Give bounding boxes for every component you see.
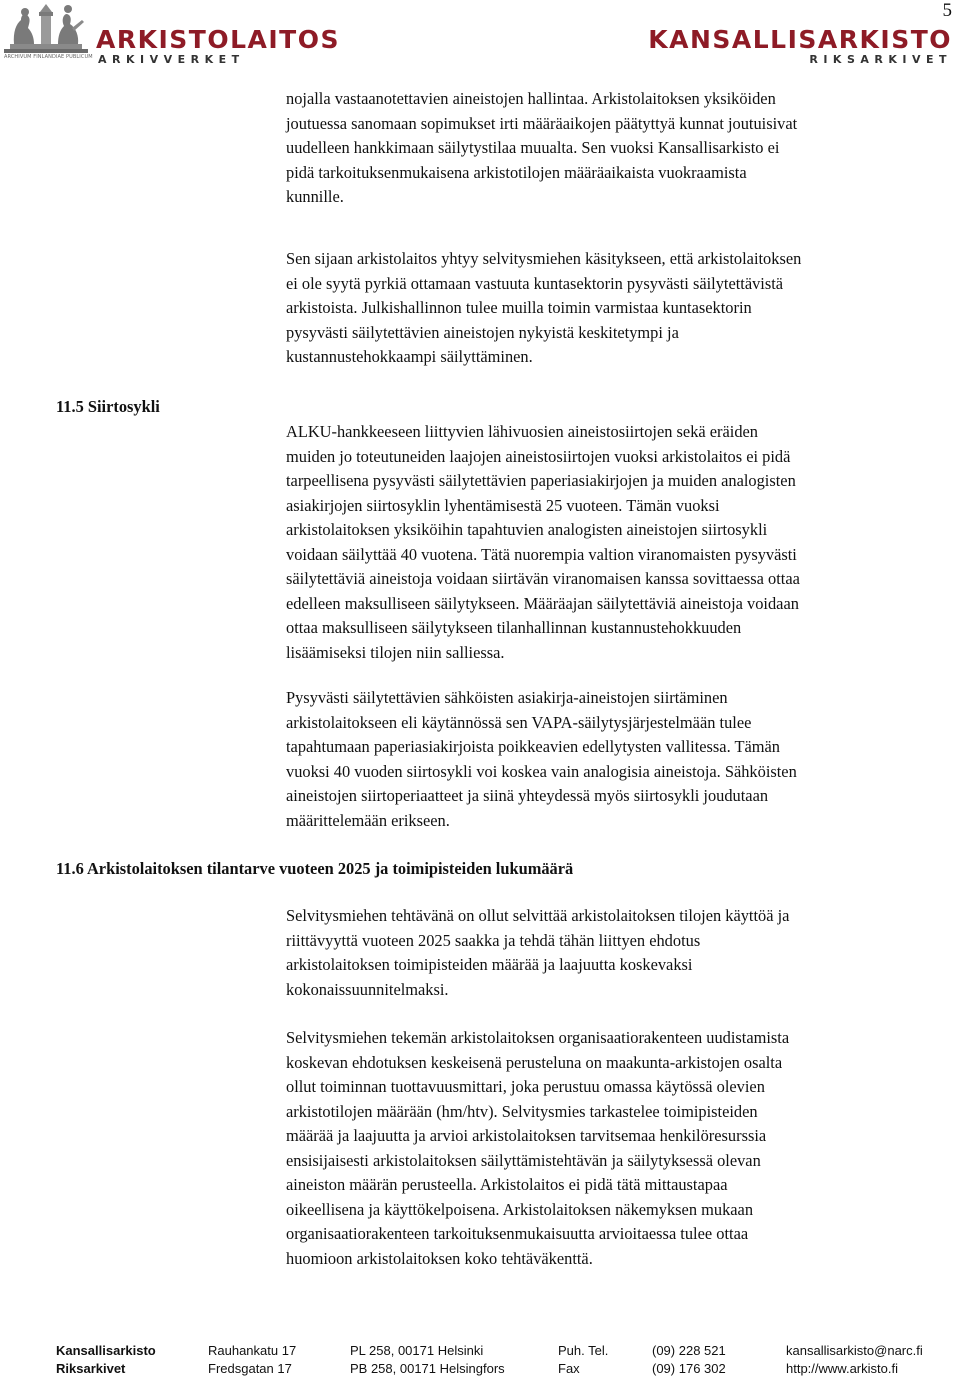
seal-emblem-icon <box>4 2 88 54</box>
text-line: määrää ja laajuutta ja arvioi arkistolaitoksen tarvitsemaa henkilöresurssia <box>286 1126 767 1145</box>
text-line: kunnille. <box>286 187 344 206</box>
text-line: oikeellisena ja käyttökelpoisena. Arkistolaitoksen näkemyksen mukaan <box>286 1199 754 1219</box>
footer-postal-sv: PB 258, 00171 Helsingfors <box>350 1361 505 1376</box>
text-line: ollut toiminnan tuottavuusmittari, joka perustuu omassa käytössä olevien <box>286 1077 765 1096</box>
footer-street-fi: Rauhankatu 17 <box>208 1343 297 1358</box>
text-line: asiakirjojen siirtosyklin lyhentämisestä 25 vuoteen. Tämän vuoksi <box>286 495 720 515</box>
paragraph-4 <box>286 686 946 833</box>
text-line: Selvitysmiehen tekemän arkistolaitoksen organisaatiorakenteen uudistamista <box>286 1028 790 1047</box>
text-line: ei ole syytä pyrkiä ottamaan vastuuta kuntasektorin pysyvästi säilytettävistä <box>286 273 784 293</box>
text-line: arkistolaitoksen yksiköihin tapahtuvien analogisten aineistojen siirtosykli <box>286 520 768 539</box>
paragraph-1 <box>286 87 946 210</box>
text-line: edelleen maksulliseen säilytykseen. Määräajan säilytettäviä aineistoja voidaan <box>286 593 799 613</box>
section-heading-11-5: 11.5 Siirtosykli <box>56 397 160 416</box>
kansallisarkisto-logo <box>648 2 952 66</box>
brand-subtitle-riksarkivet: RIKSARKIVET <box>809 53 952 66</box>
text-line: muiden jo toteutuneiden laajojen aineistosiirtojen vuoksi arkistolaitos ei pidä <box>286 446 791 466</box>
paragraph-6 <box>286 1026 946 1271</box>
footer-phone-label: Puh. Tel. <box>558 1343 609 1358</box>
seal-caption: ARCHIVUM FINLANDIAE PUBLICUM <box>4 54 93 60</box>
text-line: huomioon arkistolaitoksen koko tehtäväkenttä. <box>286 1248 593 1268</box>
text-line: riittävyyttä vuoteen 2025 saakka ja tehdä tähän liittyen ehdotus <box>286 930 701 950</box>
brand-title-kansallisarkisto: KANSALLISARKISTO <box>648 25 952 54</box>
footer-postal-fi: PL 258, 00171 Helsinki <box>350 1343 484 1358</box>
text-line: joutuessa sanomaan sopimukset irti määräaikojen päätyttyä kunnat joutuisivat <box>286 113 798 133</box>
text-line: pidä tarkoituksenmukaisena arkistotilojen määräaikaista vuokraamista <box>286 162 747 182</box>
section-heading-11-6: 11.6 Arkistolaitoksen tilantarve vuoteen 2025 ja toimipisteiden lukumäärä <box>56 859 574 878</box>
text-line: Pysyvästi säilytettävien sähköisten asiakirja-aineistojen siirtäminen <box>286 688 728 707</box>
text-line: ensisijaisesti arkistolaitoksen säilyttämistehtävän ja säilytyksessä olevan <box>286 1150 761 1170</box>
text-line: ALKU-hankkeeseen liittyvien lähivuosien aineistosiirtojen sekä eräiden <box>286 422 758 441</box>
text-line: uudelleen hankkimaan säilytystilaa muualta. Sen vuoksi Kansallisarkisto ei <box>286 138 780 157</box>
text-line: lisäämiseksi tilojen niin salliessa. <box>286 642 505 662</box>
text-line: arkistotilojen määrään (hm/htv). Selvitysmies tarkastelee toimipisteiden <box>286 1101 758 1121</box>
text-line: ottaa maksulliseen säilytykseen tilanhallinnan kustannustehokkuuden <box>286 618 742 637</box>
text-line: tarpeellisena pysyvästi säilytettävien paperiasiakirjojen ja muiden analogisten <box>286 471 796 490</box>
footer-email[interactable]: kansallisarkisto@narc.fi <box>786 1343 923 1358</box>
text-line: vuoksi 40 vuoden siirtosykli voi koskea vain analogisia aineistoja. Sähköisten <box>286 761 797 781</box>
footer-org-sv: Riksarkivet <box>56 1361 126 1376</box>
text-line: Sen sijaan arkistolaitos yhtyy selvitysmiehen käsitykseen, että arkistolaitoksen <box>286 249 802 268</box>
text-line: aineiston määrän perusteella. Arkistolaitos ei pidä tätä mittaustapaa <box>286 1175 728 1194</box>
brand-title-arkistolaitos: ARKISTOLAITOS <box>96 25 340 54</box>
text-line: organisaatiorakenteen tarkoituksenmukaisuutta arvioitaessa tulee ottaa <box>286 1224 749 1243</box>
text-line: tapahtumaan paperiasiakirjoista poikkeavien edellytysten vallitessa. Tämän <box>286 737 780 756</box>
text-line: aineistojen siirtoperiaatteet ja siinä yhteydessä myös siirtosykli joudutaan <box>286 786 769 805</box>
text-line: säilytettäviä aineistoja voidaan siirtävän viranomaisen kanssa sovittaessa ottaa <box>286 569 800 588</box>
text-line: arkistolaitoksen toimipisteiden määrää ja laajuutta koskevaksi <box>286 955 693 974</box>
footer-phone: (09) 228 521 <box>652 1343 726 1358</box>
text-line: Selvitysmiehen tehtävänä on ollut selvittää arkistolaitoksen tilojen käyttöä ja <box>286 906 790 925</box>
text-line: määrittelemään erikseen. <box>286 810 450 830</box>
page-number: 5 <box>942 0 952 21</box>
footer-street-sv: Fredsgatan 17 <box>208 1361 292 1376</box>
text-line: voidaan säilyttää 40 vuotena. Tätä nuorempia valtion viranomaisten pysyvästi <box>286 544 797 564</box>
footer-website-link[interactable]: http://www.arkisto.fi <box>786 1361 898 1376</box>
text-line: nojalla vastaanotettavien aineistojen hallintaa. Arkistolaitoksen yksiköiden <box>286 89 776 108</box>
text-line: kokonaissuunnitelmaksi. <box>286 979 449 999</box>
arkistolaitos-logo <box>4 2 340 66</box>
text-line: arkistoista. Julkishallinnon tulee muilla toimin varmistaa kuntasektorin <box>286 298 752 317</box>
brand-subtitle-arkivverket: ARKIVVERKET <box>98 53 245 66</box>
footer-org-fi: Kansallisarkisto <box>56 1343 156 1358</box>
text-line: arkistolaitokseen eli käytännössä sen VAPA-säilytysjärjestelmään tulee <box>286 712 752 732</box>
text-line: pysyvästi säilytettävien aineistojen nykyistä keskitetympi ja <box>286 322 679 342</box>
paragraph-3 <box>286 420 946 665</box>
paragraph-5 <box>286 904 946 1002</box>
footer-fax: (09) 176 302 <box>652 1361 726 1376</box>
footer-fax-label: Fax <box>558 1361 580 1376</box>
paragraph-2 <box>286 247 946 370</box>
text-line: koskevan ehdotuksen keskeisenä perusteluna on maakunta-arkistojen osalta <box>286 1052 783 1072</box>
text-line: kustannustehokkaampi säilyttäminen. <box>286 347 533 366</box>
